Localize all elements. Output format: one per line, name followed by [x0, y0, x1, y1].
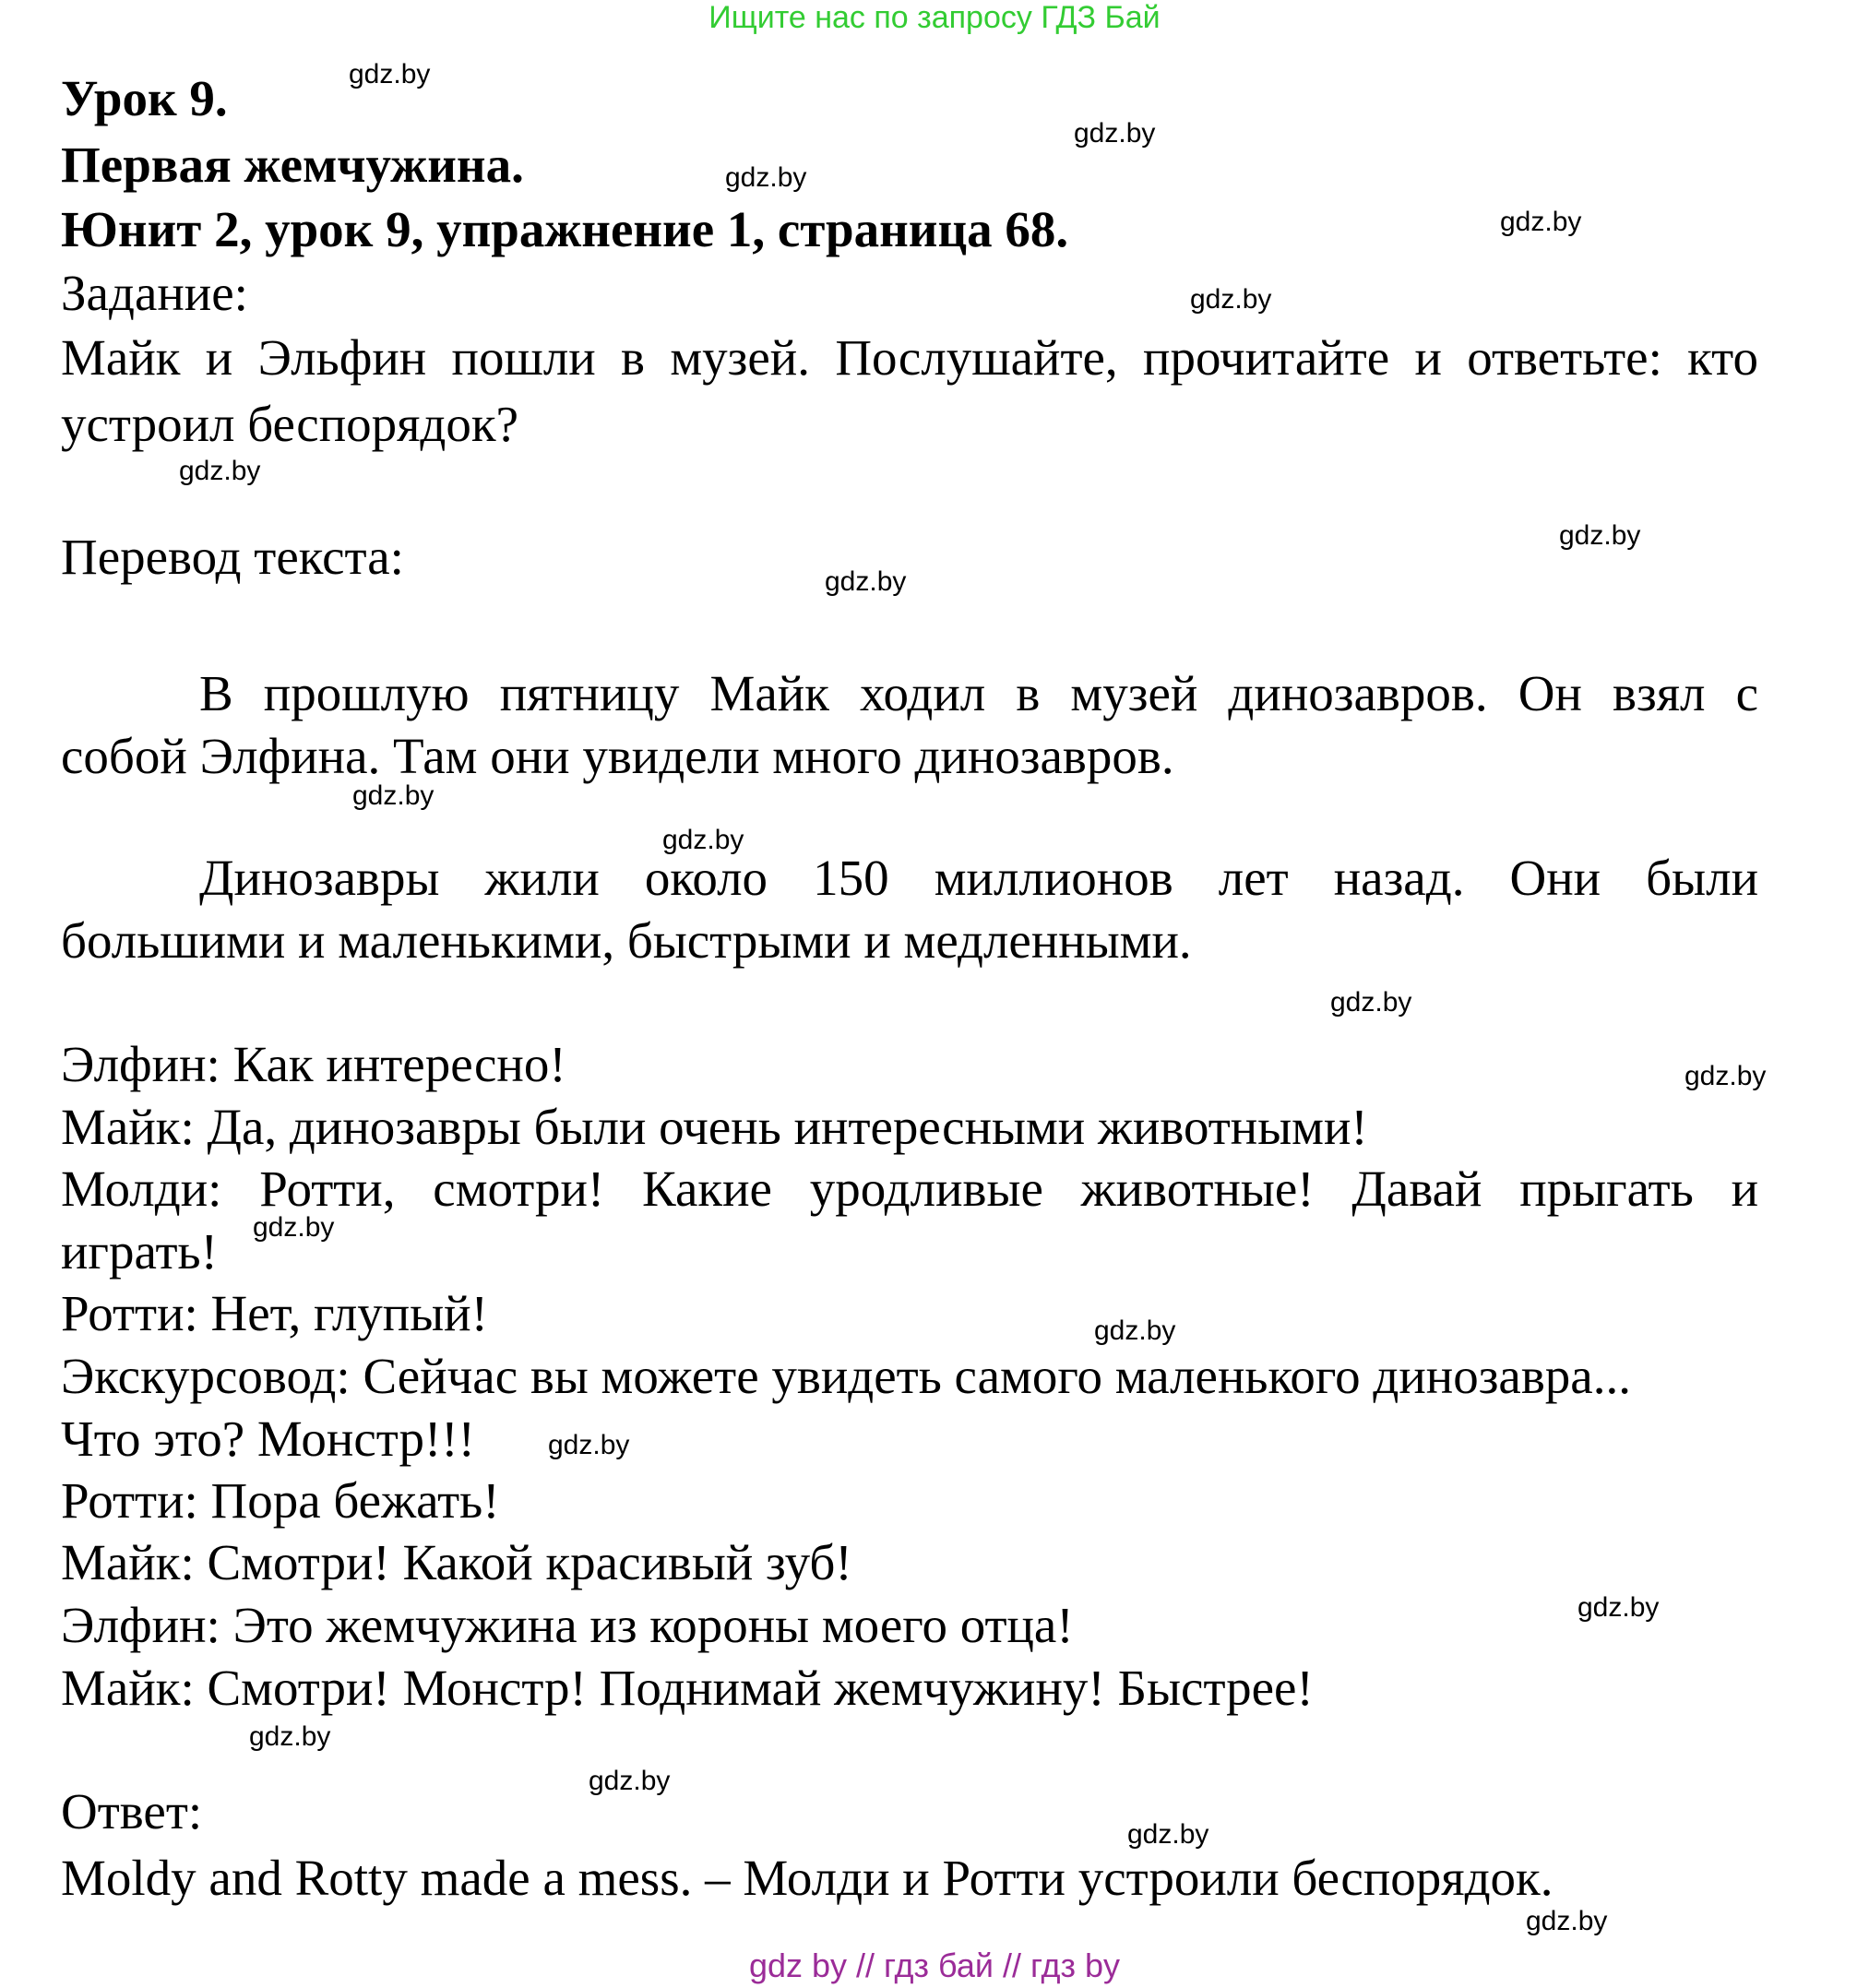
- watermark: gdz.by: [825, 566, 907, 597]
- watermark: gdz.by: [1094, 1315, 1176, 1346]
- dialogue-line: Экскурсовод: Сейчас вы можете увидеть самого маленького динозавра...: [61, 1348, 1631, 1404]
- watermark: gdz.by: [1526, 1906, 1608, 1936]
- task-line-1: Майк и Эльфин пошли в музей. Послушайте, прочитайте и ответьте: кто: [61, 329, 1758, 386]
- exercise-reference: Юнит 2, урок 9, упражнение 1, страница 68.: [61, 201, 1069, 257]
- watermark: gdz.by: [1190, 284, 1272, 315]
- paragraph-2-line-1: Динозавры жили около 150 миллионов лет назад. Они были: [199, 850, 1758, 906]
- dialogue-line: Майк: Да, динозавры были очень интересными животными!: [61, 1099, 1368, 1155]
- watermark: gdz.by: [179, 456, 261, 486]
- paragraph-1-line-1: В прошлую пятницу Майк ходил в музей динозавров. Он взял с: [199, 665, 1758, 721]
- watermark: gdz.by: [589, 1766, 671, 1796]
- dialogue-line: Что это? Монстр!!!: [61, 1411, 475, 1467]
- watermark: gdz.by: [725, 162, 807, 193]
- answer-label: Ответ:: [61, 1783, 203, 1839]
- lesson-number: Урок 9.: [61, 70, 228, 126]
- dialogue-line: Майк: Смотри! Монстр! Поднимай жемчужину! Быстрее!: [61, 1660, 1314, 1716]
- answer-text: Moldy and Rotty made a mess. – Молди и Ротти устроили беспорядок.: [61, 1850, 1554, 1906]
- watermark: gdz.by: [1330, 987, 1412, 1018]
- watermark: gdz.by: [1074, 118, 1156, 149]
- watermark: gdz.by: [349, 59, 431, 89]
- lesson-title: Первая жемчужина.: [61, 137, 524, 193]
- task-label: Задание:: [61, 265, 248, 321]
- footer-links: gdz by // гдз бай // гдз by: [748, 1946, 1121, 1984]
- paragraph-1-line-2: собой Элфина. Там они увидели много динозавров.: [61, 728, 1174, 784]
- watermark: gdz.by: [1577, 1592, 1660, 1623]
- dialogue-line: Элфин: Это жемчужина из короны моего отца!: [61, 1597, 1074, 1653]
- translation-label: Перевод текста:: [61, 529, 404, 585]
- dialogue-line: играть!: [61, 1223, 218, 1280]
- dialogue-line: Ротти: Пора бежать!: [61, 1472, 500, 1529]
- dialogue-line: Молди: Ротти, смотри! Какие уродливые животные! Давай прыгать и: [61, 1161, 1758, 1217]
- watermark: gdz.by: [548, 1430, 630, 1460]
- watermark: gdz.by: [1559, 520, 1641, 551]
- dialogue-line: Элфин: Как интересно!: [61, 1036, 566, 1092]
- watermark: gdz.by: [253, 1212, 335, 1243]
- paragraph-2-line-2: большими и маленькими, быстрыми и медленными.: [61, 912, 1192, 969]
- dialogue-line: Майк: Смотри! Какой красивый зуб!: [61, 1534, 852, 1590]
- watermark: gdz.by: [249, 1721, 331, 1752]
- watermark: gdz.by: [1500, 207, 1582, 237]
- top-banner: Ищите нас по запросу ГДЗ Бай: [708, 0, 1161, 35]
- task-line-2: устроил беспорядок?: [61, 396, 519, 452]
- watermark: gdz.by: [352, 780, 435, 811]
- watermark: gdz.by: [1127, 1819, 1209, 1850]
- watermark: gdz.by: [662, 825, 744, 855]
- watermark: gdz.by: [1684, 1061, 1767, 1091]
- dialogue-line: Ротти: Нет, глупый!: [61, 1285, 488, 1341]
